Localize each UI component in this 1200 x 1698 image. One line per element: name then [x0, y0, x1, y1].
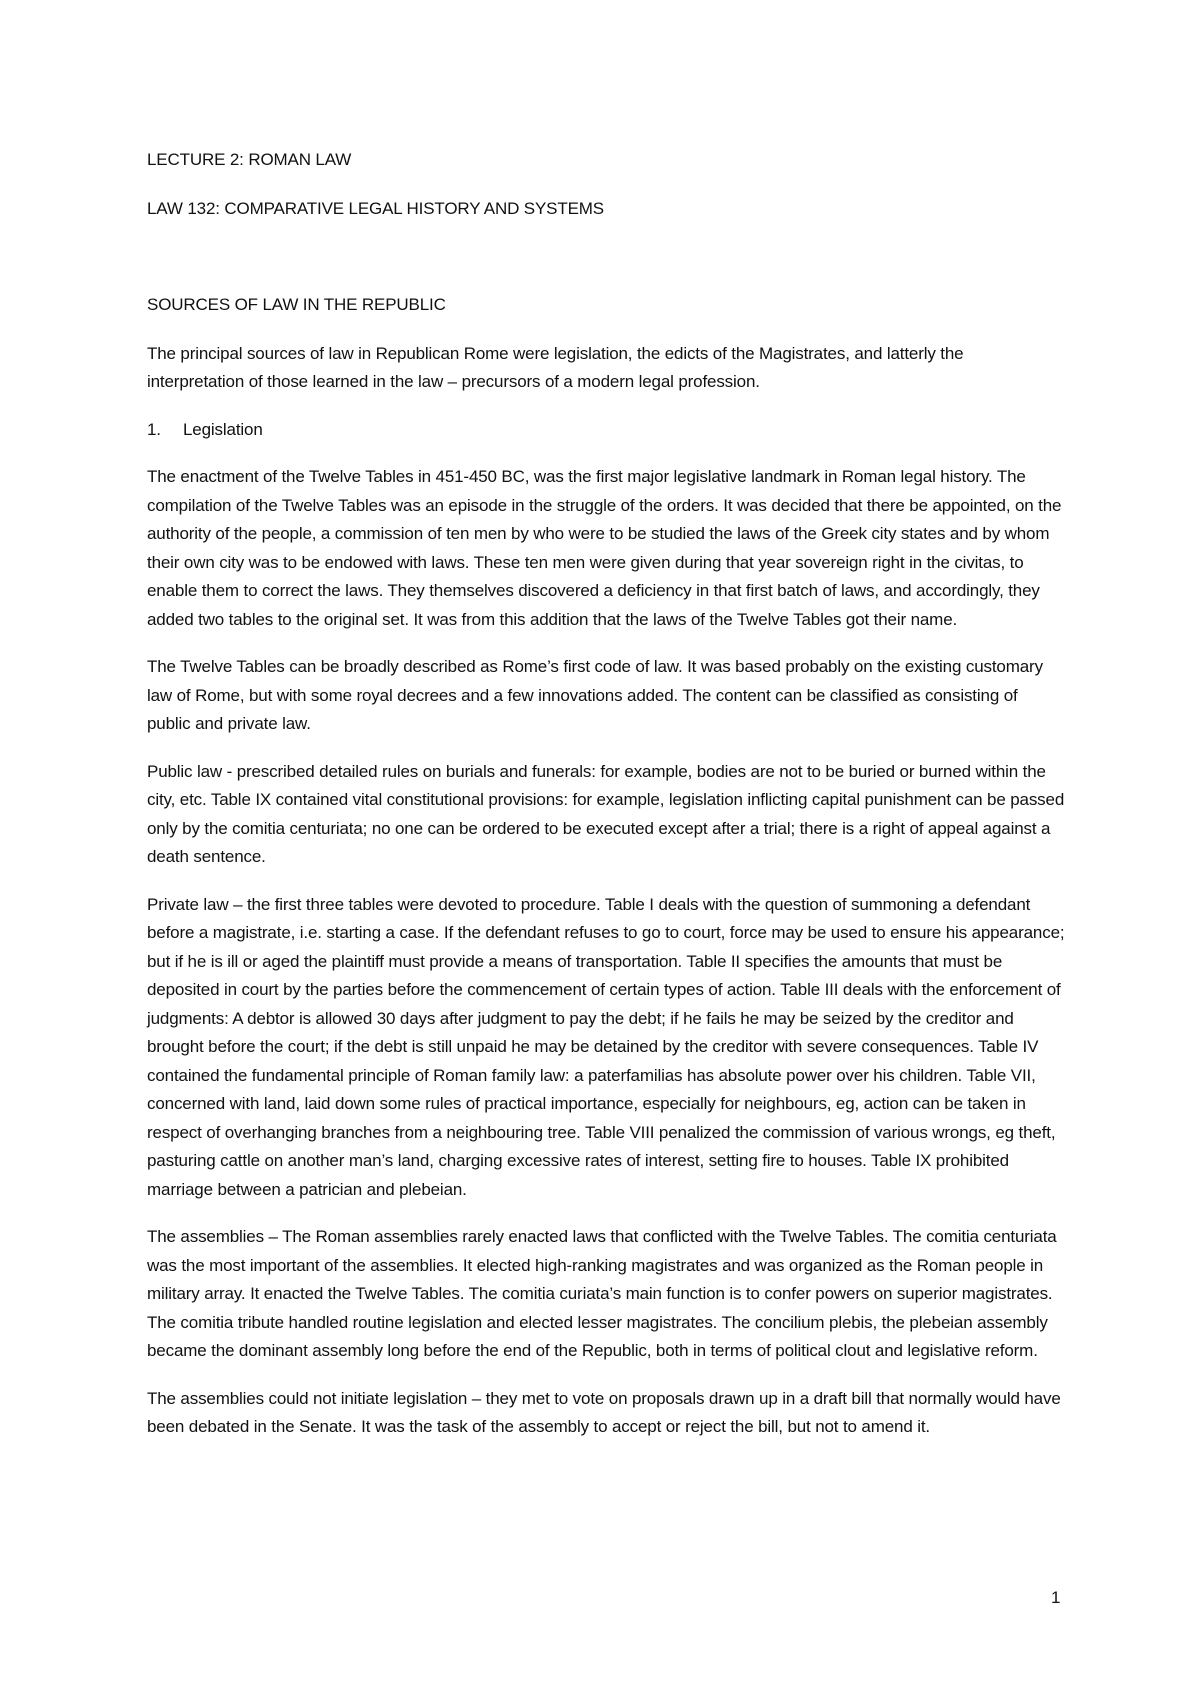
intro-paragraph: The principal sources of law in Republican Rome were legislation, the edicts of the Magistrates, and latterly the interpretation of those learned in the law – precursors of a modern legal profession.	[147, 343, 964, 391]
paragraph-assemblies: The assemblies – The Roman assemblies rarely enacted laws that conflicted with the Twelve Tables. The comitia centuriata was the most important of the assemblies. It elected high-ranking magistrates and was organized as the Roman people in military array. It enacted the Twelve Tables. The comitia curiata’s main function is to confer powers on superior magistrates. The comitia tribute handled routine legislation and elected lesser magistrates. The concilium plebis, the plebeian assembly became the dominant assembly long before the end of the Republic, both in terms of political clout and legislative reform.	[147, 1227, 1057, 1360]
course-title: LAW 132: COMPARATIVE LEGAL HISTORY AND SYSTEMS	[147, 198, 604, 218]
lecture-title: LECTURE 2: ROMAN LAW	[147, 150, 352, 169]
paragraph-twelve-tables-code: The Twelve Tables can be broadly described as Rome’s first code of law. It was based probably on the existing customary law of Rome, but with some royal decrees and a few innovations added. The content can be classified as consisting of public and private law.	[147, 657, 1043, 733]
list-item-label: Legislation	[183, 419, 263, 439]
paragraph-twelve-tables-enactment: The enactment of the Twelve Tables in 451-450 BC, was the first major legislative landmark in Roman legal history. The compilation of the Twelve Tables was an episode in the struggle of the orders. It was decided that there be appointed, on the authority of the people, a commission of ten men by who were to be studied the laws of the Greek city states and by whom their own city was to be endowed with laws. These ten men were given during that year sovereign right in the civitas, to enable them to correct the laws. They themselves discovered a deficiency in that first batch of laws, and accordingly, they added two tables to the original set. It was from this addition that the laws of the Twelve Tables got their name.	[147, 467, 1062, 629]
document-body	[147, 146, 1065, 1461]
paragraph-assemblies-legislation: The assemblies could not initiate legislation – they met to vote on proposals drawn up in a draft bill that normally would have been debated in the Senate. It was the task of the assembly to accept or reject the bill, but not to amend it.	[147, 1388, 1061, 1436]
page-number: 1	[1051, 1588, 1061, 1607]
list-item-legislation	[147, 416, 1065, 445]
section-title: SOURCES OF LAW IN THE REPUBLIC	[147, 295, 446, 314]
paragraph-private-law: Private law – the first three tables were devoted to procedure. Table I deals with the question of summoning a defendant before a magistrate, i.e. starting a case. If the defendant refuses to go to court, force may be used to ensure his appearance; but if he is ill or aged the plaintiff must provide a means of transportation. Table II specifies the amounts that must be deposited in court by the parties before the commencement of certain types of action. Table III deals with the enforcement of judgments: A debtor is allowed 30 days after judgment to pay the debt; if he fails he may be seized by the creditor and brought before the court; if the debt is still unpaid he may be detained by the creditor with severe consequences. Table IV contained the fundamental principle of Roman family law: a paterfamilias has absolute power over his children. Table VII, concerned with land, laid down some rules of practical importance, especially for neighbours, eg, action can be taken in respect of overhanging branches from a neighbouring tree. Table VIII penalized the commission of various wrongs, eg theft, pasturing cattle on another man’s land, charging excessive rates of interest, setting fire to houses. Table IX prohibited marriage between a patrician and plebeian.	[147, 894, 1065, 1199]
list-item-number: 1.	[147, 419, 161, 439]
paragraph-public-law: Public law - prescribed detailed rules on burials and funerals: for example, bodies are not to be buried or burned within the city, etc. Table IX contained vital constitutional provisions: for example, legislation inflicting capital punishment can be passed only by the comitia centuriata; no one can be ordered to be executed except after a trial; there is a right of appeal against a death sentence.	[147, 761, 1065, 866]
